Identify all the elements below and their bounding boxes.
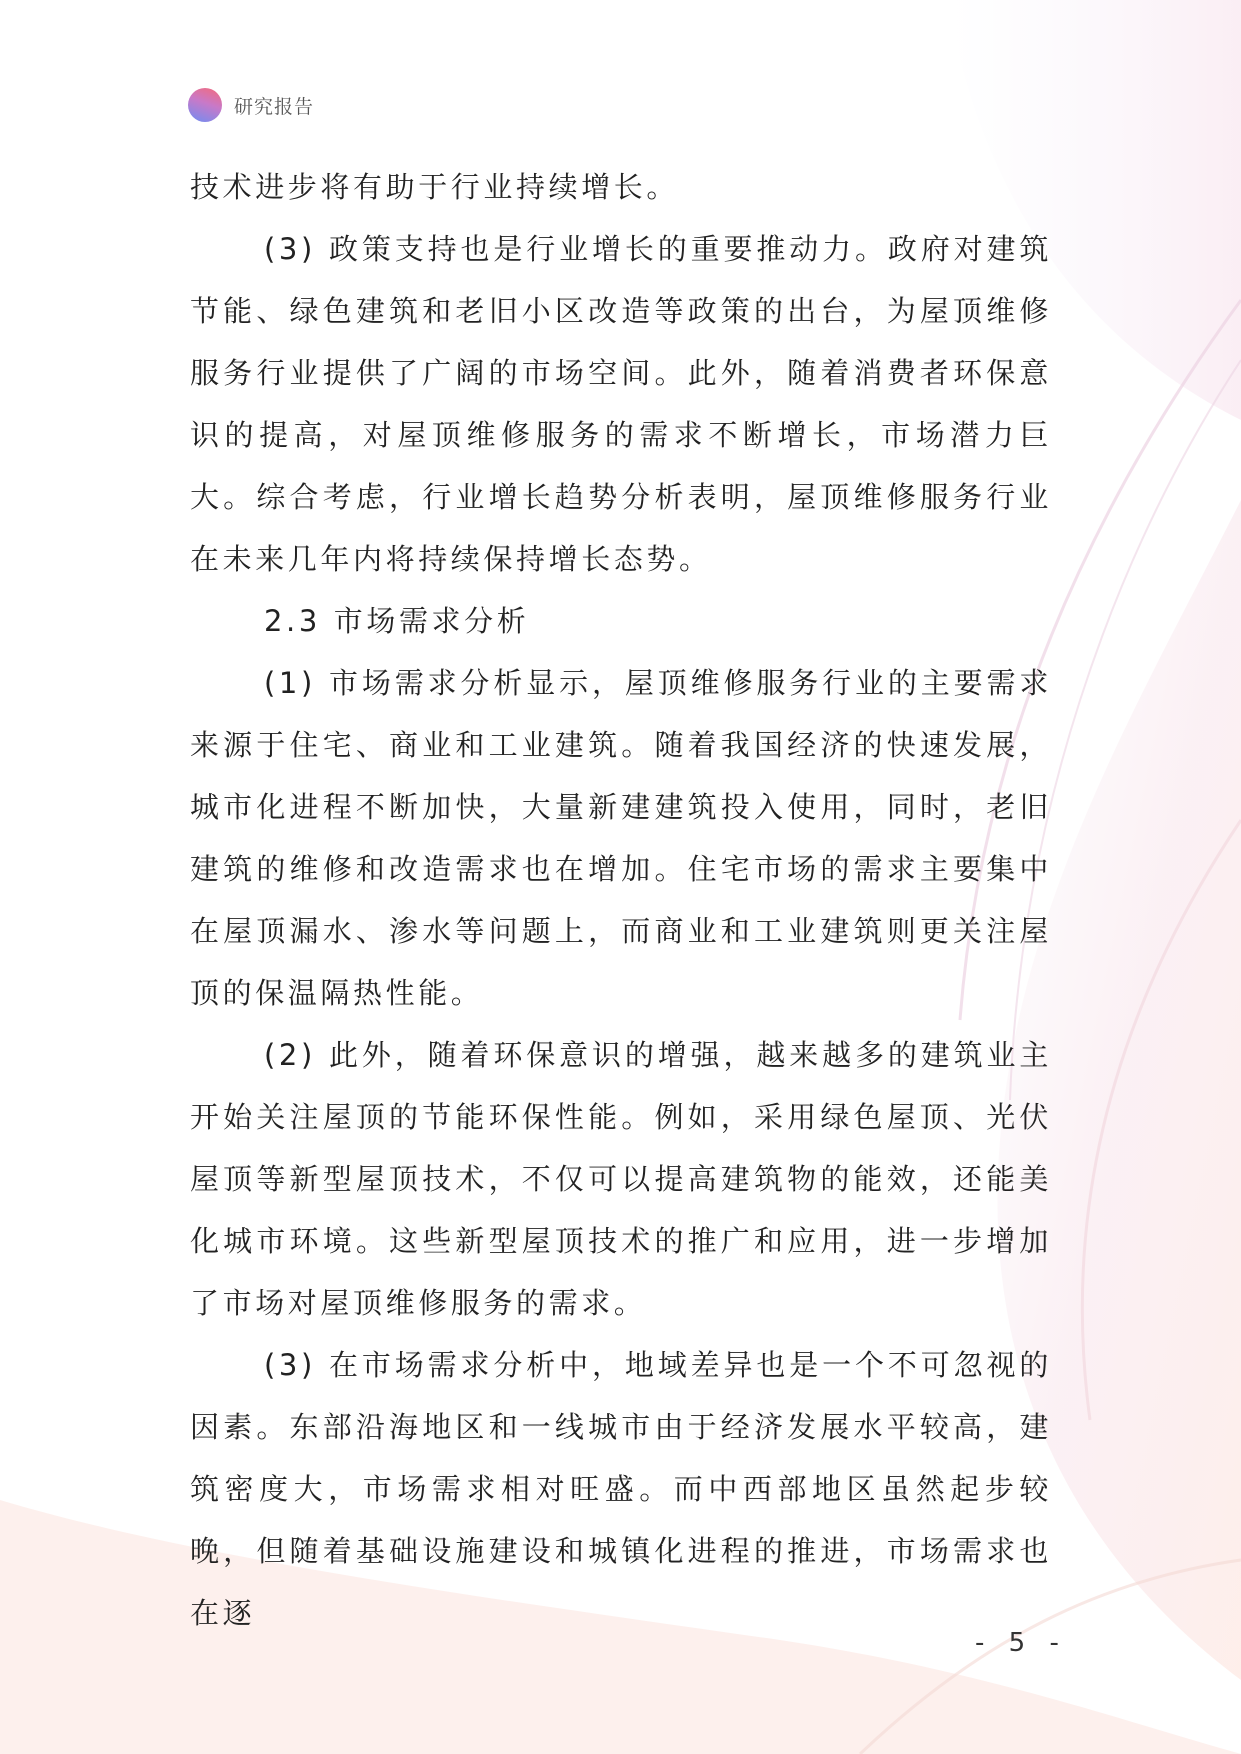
report-header [188, 88, 314, 122]
paragraph-demand-sources: (1) 市场需求分析显示，屋顶维修服务行业的主要需求来源于住宅、商业和工业建筑。随着我国经济的快速发展，城市化进程不断加快，大量新建建筑投入使用，同时，老旧建筑的维修和改造需求也在增加。住宅市场的需求主要集中在屋顶漏水、渗水等问题上，而商业和工业建筑则更关注屋顶的保温隔热性能。 [190, 666, 1052, 1010]
paragraph-environmental: (2) 此外，随着环保意识的增强，越来越多的建筑业主开始关注屋顶的节能环保性能。例如，采用绿色屋顶、光伏屋顶等新型屋顶技术，不仅可以提高建筑物的能效，还能美化城市环境。这些新型屋顶技术的推广和应用，进一步增加了市场对屋顶维修服务的需求。 [190, 1038, 1052, 1320]
page-number: - 5 - [975, 1628, 1067, 1658]
paragraph-policy-support: (3) 政策支持也是行业增长的重要推动力。政府对建筑节能、绿色建筑和老旧小区改造等政策的出台，为屋顶维修服务行业提供了广阔的市场空间。此外，随着消费者环保意识的提高，对屋顶维修服务的需求不断增长，市场潜力巨大。综合考虑，行业增长趋势分析表明，屋顶维修服务行业在未来几年内将持续保持增长态势。 [190, 232, 1052, 576]
logo-icon [188, 88, 222, 122]
document-body [190, 156, 1052, 1644]
header-title: 研究报告 [234, 95, 315, 118]
paragraph-regional: (3) 在市场需求分析中，地域差异也是一个不可忽视的因素。东部沿海地区和一线城市由于经济发展水平较高，建筑密度大，市场需求相对旺盛。而中西部地区虽然起步较晚，但随着基础设施建设和城镇化进程的推进，市场需求也在逐 [190, 1348, 1052, 1630]
section-heading: 2.3 市场需求分析 [264, 604, 530, 638]
paragraph-continuation: 技术进步将有助于行业持续增长。 [190, 170, 680, 204]
